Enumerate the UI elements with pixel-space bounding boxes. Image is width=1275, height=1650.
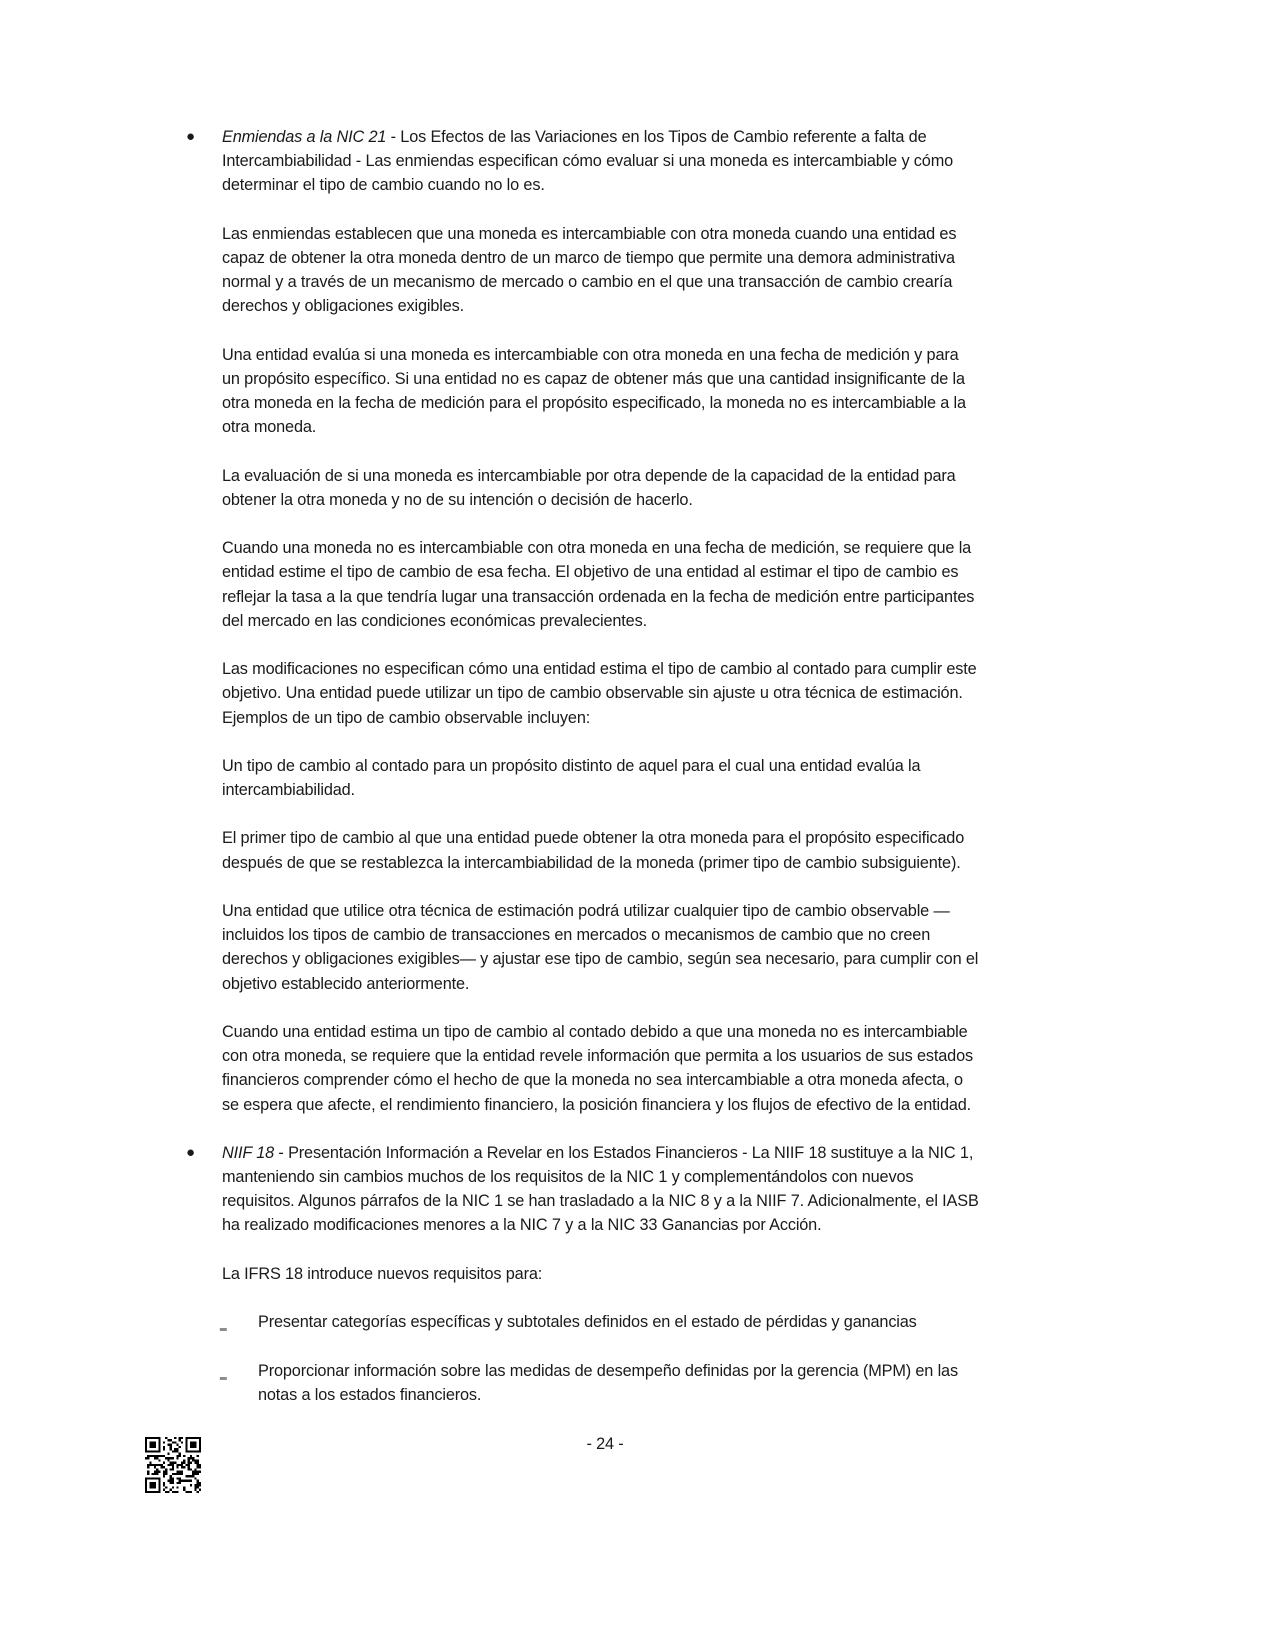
text-line: Ejemplos de un tipo de cambio observable incluyen: (222, 708, 591, 727)
bullet-item (186, 1141, 1082, 1238)
paragraph (222, 899, 1082, 996)
paragraph (222, 1262, 1082, 1286)
paragraph (222, 754, 1082, 802)
paragraph (222, 826, 1082, 874)
text-line: un propósito específico. Si una entidad no es capaz de obtener más que una cantidad insignificante de la (222, 369, 965, 388)
page-number: - 24 - (586, 1435, 624, 1453)
text-line: del mercado en las condiciones económicas prevalecientes. (222, 611, 647, 630)
text-line: manteniendo sin cambios muchos de los requisitos de la NIC 1 y complementándolos con nuevos (222, 1168, 914, 1187)
text-line: se espera que afecte, el rendimiento financiero, la posición financiera y los flujos de efectivo de la entidad. (222, 1095, 972, 1114)
text-line: incluidos los tipos de cambio de transacciones en mercados o mecanismos de cambio que no creen (222, 926, 931, 945)
bullet-icon: ● (186, 128, 195, 145)
paragraph (222, 536, 1082, 633)
text-line: intercambiabilidad. (222, 781, 355, 800)
page-body (186, 125, 1082, 1431)
paragraph (222, 1020, 1082, 1117)
text-line: Las modificaciones no especifican cómo una entidad estima el tipo de cambio al contado para cumplir este (222, 660, 977, 679)
text-line: objetivo. Una entidad puede utilizar un tipo de cambio observable sin ajuste u otra técnica de estimación. (222, 684, 963, 703)
text-line: determinar el tipo de cambio cuando no lo es. (222, 176, 545, 195)
text-line (222, 125, 1082, 149)
text-line: requisitos. Algunos párrafos de la NIC 1 se han trasladado a la NIC 8 y a la NIIF 7. Adicionalmente, el IASB (222, 1192, 979, 1211)
text-line: financieros comprender cómo el hecho de que la moneda no sea intercambiable a otra moneda afecta, o (222, 1071, 963, 1090)
text-line: Cuando una entidad estima un tipo de cambio al contado debido a que una moneda no es intercambiable (222, 1022, 968, 1041)
text-line: La IFRS 18 introduce nuevos requisitos para: (222, 1264, 543, 1283)
text-line: objetivo establecido anteriormente. (222, 974, 470, 993)
text-line: después de que se restablezca la intercambiabilidad de la moneda (primer tipo de cambio subsiguiente). (222, 853, 961, 872)
text-line: obtener la otra moneda y no de su intención o decisión de hacerlo. (222, 490, 693, 509)
text-line: reflejar la tasa a la que tendría lugar una transacción ordenada en la fecha de medición entre participantes (222, 587, 975, 606)
qr-code-icon (145, 1437, 201, 1493)
text-line: con otra moneda, se requiere que la entidad revele información que permita a los usuarios de sus estados (222, 1047, 973, 1066)
text-line: normal y a través de un mecanismo de mercado o cambio en el que una transacción de cambio crearía (222, 273, 953, 292)
text-line: capaz de obtener la otra moneda dentro de un marco de tiempo que permite una demora administrativa (222, 248, 955, 267)
text-line: otra moneda en la fecha de medición para el propósito especificado, la moneda no es intercambiable a la (222, 394, 966, 413)
dash-bullet-icon: ‗ (220, 1365, 227, 1380)
text-line: La evaluación de si una moneda es intercambiable por otra depende de la capacidad de la entidad para (222, 466, 956, 485)
text-line: Las enmiendas establecen que una moneda es intercambiable con otra moneda cuando una entidad es (222, 224, 957, 243)
text-line: ha realizado modificaciones menores a la NIC 7 y a la NIC 33 Ganancias por Acción. (222, 1216, 822, 1235)
text-line: derechos y obligaciones exigibles— y ajustar ese tipo de cambio, según sea necesario, para cumplir con el (222, 950, 979, 969)
dash-bullet-icon: ‗ (220, 1317, 227, 1332)
paragraph (222, 464, 1082, 512)
text-line: notas a los estados financieros. (258, 1385, 482, 1404)
text-line: otra moneda. (222, 418, 317, 437)
text-line: derechos y obligaciones exigibles. (222, 297, 464, 316)
text-line: entidad estime el tipo de cambio de esa fecha. El objetivo de una entidad al estimar el tipo de cambio es (222, 563, 959, 582)
text-line: Cuando una moneda no es intercambiable con otra moneda en una fecha de medición, se requiere que la (222, 539, 972, 558)
paragraph (222, 343, 1082, 440)
text-line: Una entidad que utilice otra técnica de estimación podrá utilizar cualquier tipo de cambio observable — (222, 902, 950, 920)
italic-lead: NIIF 18 (222, 1143, 275, 1162)
text-line-rest: - Presentación Información a Revelar en los Estados Financieros - La NIIF 18 sustituye a la NIC 1, (274, 1143, 974, 1162)
text-line (222, 1141, 1082, 1165)
text-line: Presentar categorías específicas y subtotales definidos en el estado de pérdidas y ganancias (258, 1313, 917, 1332)
bullet-item (186, 125, 1082, 198)
text-line: Una entidad evalúa si una moneda es intercambiable con otra moneda en una fecha de medición y para (222, 345, 959, 364)
paragraph (222, 222, 1082, 319)
text-line-rest: - Los Efectos de las Variaciones en los Tipos de Cambio referente a falta de (386, 128, 927, 146)
text-line: Un tipo de cambio al contado para un propósito distinto de aquel para el cual una entidad evalúa la (222, 756, 921, 775)
text-line: Intercambiabilidad - Las enmiendas especifican cómo evaluar si una moneda es intercambiable y cómo (222, 152, 954, 171)
dash-list-item (222, 1359, 1082, 1407)
text-line: El primer tipo de cambio al que una entidad puede obtener la otra moneda para el propósito especificado (222, 829, 965, 848)
text-line: Proporcionar información sobre las medidas de desempeño definidas por la gerencia (MPM) en las (258, 1361, 958, 1380)
dash-list-item (222, 1310, 1082, 1334)
bullet-icon: ● (186, 1143, 195, 1161)
italic-lead: Enmiendas a la NIC 21 (222, 128, 387, 146)
paragraph (222, 657, 1082, 730)
